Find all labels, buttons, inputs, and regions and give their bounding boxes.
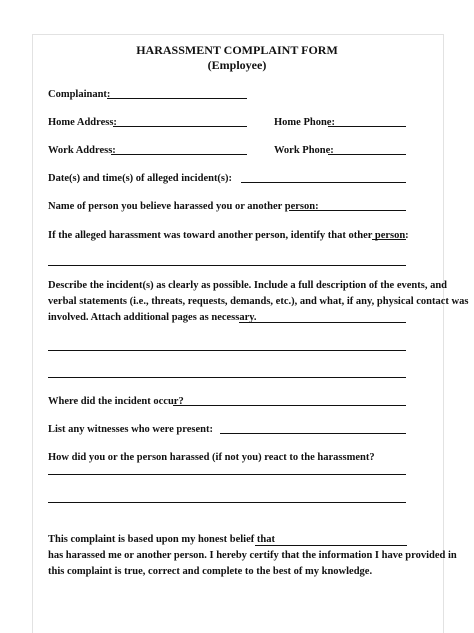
home-phone-label: Home Phone: bbox=[274, 117, 335, 128]
accused-name-field[interactable] bbox=[255, 545, 407, 546]
certify-line-1: This complaint is based upon my honest belief that bbox=[48, 534, 275, 545]
describe-field[interactable] bbox=[239, 322, 406, 323]
describe-line-3: involved. Attach additional pages as necessary. bbox=[48, 312, 257, 323]
complainant-field[interactable] bbox=[107, 98, 247, 99]
home-address-label: Home Address: bbox=[48, 117, 117, 128]
harasser-name-field[interactable] bbox=[289, 210, 406, 211]
home-phone-field[interactable] bbox=[328, 126, 406, 127]
work-phone-field[interactable] bbox=[328, 154, 406, 155]
describe-line-1: Describe the incident(s) as clearly as possible. Include a full description of the events, and bbox=[48, 280, 447, 291]
other-person-label: If the alleged harassment was toward another person, identify that other person: bbox=[48, 230, 409, 241]
where-field[interactable] bbox=[173, 405, 406, 406]
work-phone-label: Work Phone: bbox=[274, 145, 334, 156]
reaction-field-line-2[interactable] bbox=[48, 502, 406, 503]
harasser-name-label: Name of person you believe harassed you or another person: bbox=[48, 201, 319, 212]
where-label: Where did the incident occur? bbox=[48, 396, 184, 407]
complainant-label: Complainant: bbox=[48, 89, 111, 100]
describe-field-line-2[interactable] bbox=[48, 350, 406, 351]
incident-dates-field[interactable] bbox=[241, 182, 406, 183]
witnesses-field[interactable] bbox=[220, 433, 406, 434]
certification-paragraph bbox=[48, 532, 457, 580]
describe-paragraph bbox=[48, 278, 468, 326]
certify-line-2: has harassed me or another person. I hereby certify that the information I have provided in bbox=[48, 550, 457, 561]
reaction-field[interactable] bbox=[48, 474, 406, 475]
reaction-label: How did you or the person harassed (if not you) react to the harassment? bbox=[48, 452, 375, 463]
certify-line-3: this complaint is true, correct and complete to the best of my knowledge. bbox=[48, 566, 373, 577]
form-title: HARASSMENT COMPLAINT FORM bbox=[136, 43, 338, 57]
describe-field-line-3[interactable] bbox=[48, 377, 406, 378]
other-person-field-line-2[interactable] bbox=[48, 265, 406, 266]
incident-dates-label: Date(s) and time(s) of alleged incident(s): bbox=[48, 173, 233, 184]
work-address-field[interactable] bbox=[111, 154, 247, 155]
form-subtitle: (Employee) bbox=[207, 58, 267, 72]
other-person-field[interactable] bbox=[372, 239, 406, 240]
describe-line-2: verbal statements (i.e., threats, requests, demands, etc.), and what, if any, physical contact was bbox=[48, 296, 469, 307]
work-address-label: Work Address: bbox=[48, 145, 116, 156]
home-address-field[interactable] bbox=[113, 126, 247, 127]
witnesses-label: List any witnesses who were present: bbox=[48, 424, 213, 435]
